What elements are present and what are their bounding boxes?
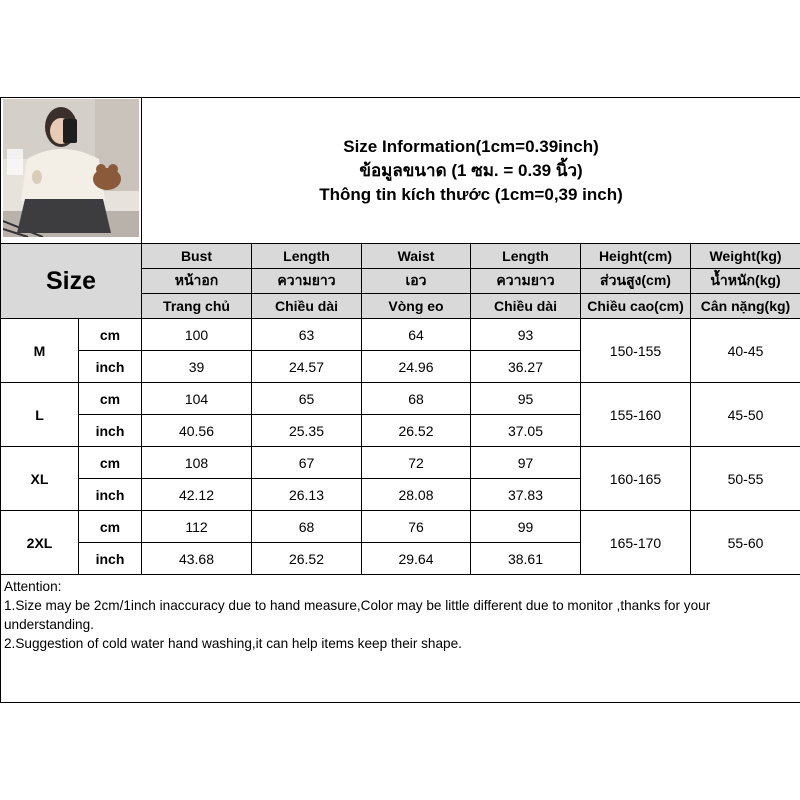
weight-range: 50-55 [691, 447, 800, 511]
weight-range: 45-50 [691, 383, 800, 447]
unit-inch: inch [79, 415, 142, 447]
col-pants-length-en: Length [471, 244, 581, 269]
table-cell: 99 [471, 511, 581, 543]
table-cell: 97 [471, 447, 581, 479]
weight-range: 55-60 [691, 511, 800, 575]
size-m-label: M [1, 319, 79, 383]
table-cell: 72 [362, 447, 471, 479]
table-cell: 76 [362, 511, 471, 543]
table-cell: 26.13 [252, 479, 362, 511]
col-pants-length-th: ความยาว [471, 269, 581, 294]
col-waist-en: Waist [362, 244, 471, 269]
table-cell: 36.27 [471, 351, 581, 383]
size-chart-table [0, 97, 800, 703]
table-cell: 95 [471, 383, 581, 415]
col-bust-vi: Trang chủ [142, 294, 252, 319]
table-cell: 63 [252, 319, 362, 351]
table-cell: 26.52 [252, 543, 362, 575]
col-bust-en: Bust [142, 244, 252, 269]
col-pants-length-vi: Chiều dài [471, 294, 581, 319]
product-photo [1, 98, 142, 244]
size-xl-label: XL [1, 447, 79, 511]
table-cell: 25.35 [252, 415, 362, 447]
unit-inch: inch [79, 351, 142, 383]
table-cell: 39 [142, 351, 252, 383]
table-cell: 43.68 [142, 543, 252, 575]
table-cell: 40.56 [142, 415, 252, 447]
table-cell: 26.52 [362, 415, 471, 447]
height-range: 150-155 [581, 319, 691, 383]
model-photo-illustration [3, 99, 139, 237]
table-cell: 68 [252, 511, 362, 543]
table-cell: 104 [142, 383, 252, 415]
unit-cm: cm [79, 383, 142, 415]
col-length-en: Length [252, 244, 362, 269]
table-cell: 28.08 [362, 479, 471, 511]
unit-cm: cm [79, 447, 142, 479]
table-cell: 37.83 [471, 479, 581, 511]
col-bust-th: หน้าอก [142, 269, 252, 294]
attention-notes [1, 575, 800, 703]
table-cell: 65 [252, 383, 362, 415]
attention-note-1: 1.Size may be 2cm/1inch inaccuracy due to hand measure,Color may be little different due to monitor ,thanks for your understanding. [4, 598, 711, 632]
weight-range: 40-45 [691, 319, 800, 383]
table-cell: 67 [252, 447, 362, 479]
table-cell: 64 [362, 319, 471, 351]
table-cell: 93 [471, 319, 581, 351]
table-cell: 68 [362, 383, 471, 415]
col-length-vi: Chiều dài [252, 294, 362, 319]
col-height-en: Height(cm) [581, 244, 691, 269]
table-cell: 24.57 [252, 351, 362, 383]
table-cell: 100 [142, 319, 252, 351]
table-cell: 37.05 [471, 415, 581, 447]
title-vietnamese: Thông tin kích thước (1cm=0,39 inch) [319, 184, 623, 204]
size-header: Size [1, 244, 142, 319]
title-english: Size Information(1cm=0.39inch) [343, 136, 599, 156]
table-cell: 108 [142, 447, 252, 479]
unit-inch: inch [79, 479, 142, 511]
table-cell: 42.12 [142, 479, 252, 511]
col-weight-th: น้ำหนัก(kg) [691, 269, 800, 294]
height-range: 155-160 [581, 383, 691, 447]
height-range: 165-170 [581, 511, 691, 575]
size-l-label: L [1, 383, 79, 447]
col-height-vi: Chiều cao(cm) [581, 294, 691, 319]
col-waist-th: เอว [362, 269, 471, 294]
table-cell: 38.61 [471, 543, 581, 575]
title-thai: ข้อมูลขนาด (1 ซม. = 0.39 นิ้ว) [359, 160, 583, 180]
col-weight-vi: Cân nặng(kg) [691, 294, 800, 319]
col-height-th: ส่วนสูง(cm) [581, 269, 691, 294]
col-weight-en: Weight(kg) [691, 244, 800, 269]
title-block [142, 98, 800, 244]
attention-note-2: 2.Suggestion of cold water hand washing,it can help items keep their shape. [4, 636, 462, 651]
unit-cm: cm [79, 319, 142, 351]
table-cell: 24.96 [362, 351, 471, 383]
attention-heading: Attention: [4, 579, 62, 594]
unit-inch: inch [79, 543, 142, 575]
table-cell: 29.64 [362, 543, 471, 575]
col-length-th: ความยาว [252, 269, 362, 294]
height-range: 160-165 [581, 447, 691, 511]
size-2xl-label: 2XL [1, 511, 79, 575]
col-waist-vi: Vòng eo [362, 294, 471, 319]
unit-cm: cm [79, 511, 142, 543]
table-cell: 112 [142, 511, 252, 543]
